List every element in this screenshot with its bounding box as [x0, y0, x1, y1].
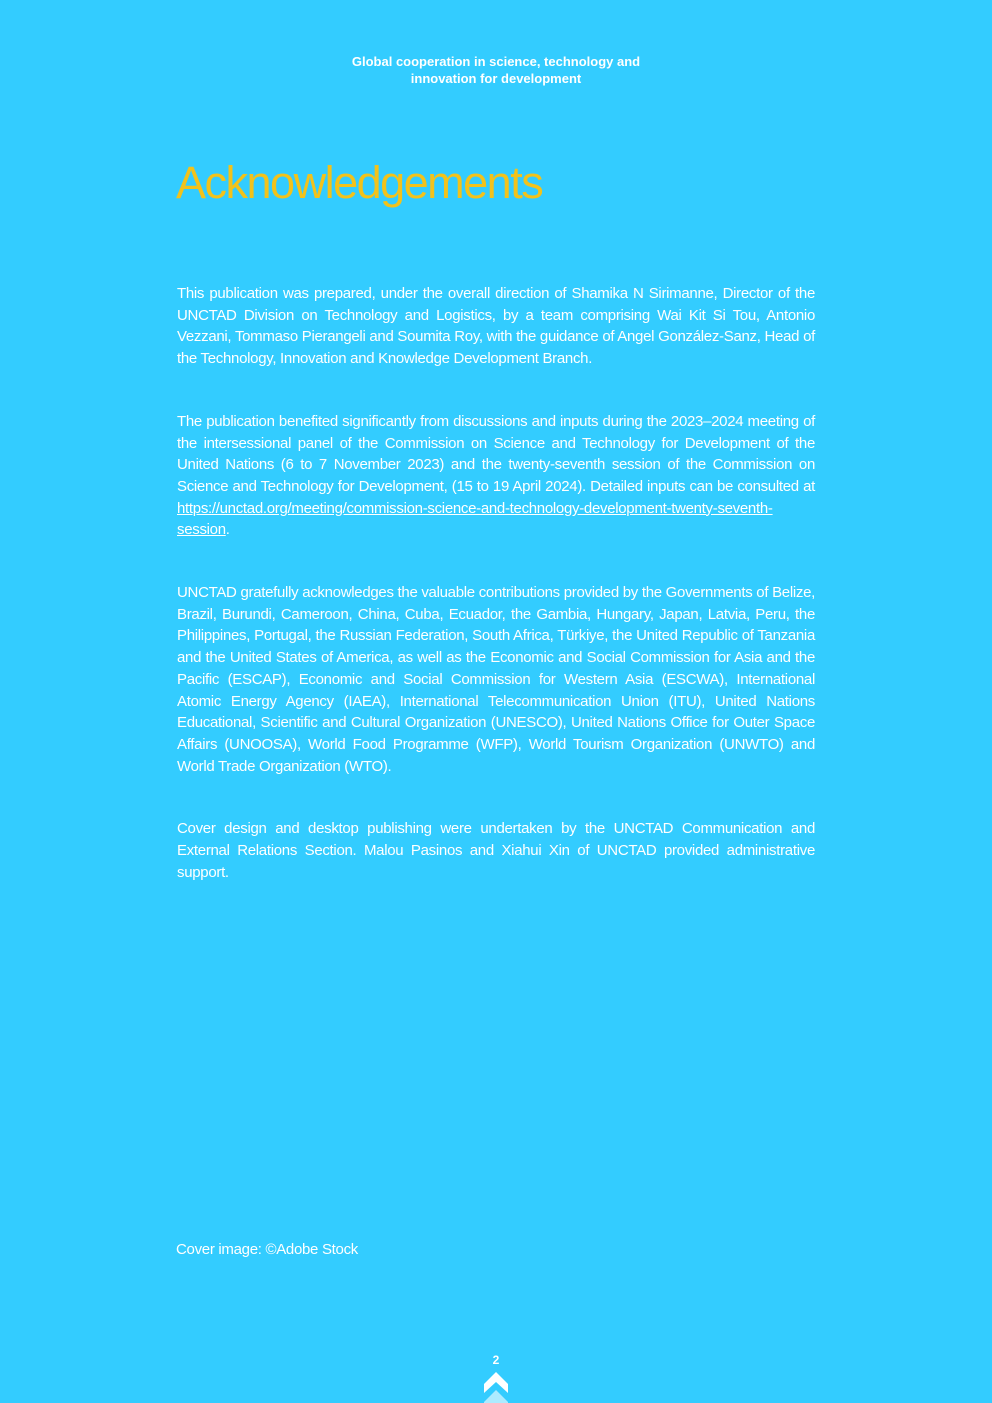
page-number: 2: [492, 1353, 500, 1367]
paragraph-contributions: UNCTAD gratefully acknowledges the valuable contributions provided by the Governments of Belize, Brazil, Burundi, Cameroon, China, Cuba, Ecuador, the Gambia, Hungary, Japan, Latvia, Peru, the Philippines, Portugal, the Russian Federation, South Africa, Türkiye, the United Republic of Tanzania and the United States of America, as well as the Economic and Social Commission for Asia and the Pacific (ESCAP), Economic and Social Commission for Western Asia (ESCWA), International Atomic Energy Agency (IAEA), International Telecommunication Union (ITU), United Nations Educational, Scientific and Cultural Organization (UNESCO), United Nations Office for Outer Space Affairs (UNOOSA), World Food Programme (WFP), World Tourism Organization (UNWTO) and World Trade Organization (WTO).: [177, 584, 815, 775]
paragraph-design-credits: Cover design and desktop publishing were undertaken by the UNCTAD Communication and External Relations Section. Malou Pasinos and Xiahui Xin of UNCTAD provided administrative support.: [177, 820, 815, 881]
running-header-line-1: Global cooperation in science, technology and: [351, 54, 641, 69]
running-header-line-2: innovation for development: [410, 71, 582, 86]
running-header: [0, 53, 992, 87]
paragraph-inputs-end: .: [225, 521, 230, 539]
session-link[interactable]: https://unctad.org/meeting/commission-science-and-technology-development-twenty-seventh-session: [177, 499, 773, 539]
paragraph-inputs: [177, 411, 815, 541]
cover-image-credit: Cover image: ©Adobe Stock: [176, 1241, 358, 1258]
page-title: Acknowledgements: [176, 157, 543, 208]
paragraph-authors: This publication was prepared, under the overall direction of Shamika N Sirimanne, Director of the UNCTAD Division on Technology and Logistics, by a team comprising Wai Kit Si Tou, Antonio Vezzani, Tommaso Pierangeli and Soumita Roy, with the guidance of Angel González-Sanz, Head of the Technology, Innovation and Knowledge Development Branch.: [177, 285, 815, 368]
acknowledgements-body: [177, 283, 815, 924]
paragraph-inputs-text: The publication benefited significantly from discussions and inputs during the 2023–2024 meeting of the intersessional panel of the Commission on Science and Technology for Development of the United Nations (6 to 7 November 2023) and the twenty-seventh session of the Commission on Science and Technology for Development, (15 to 19 April 2024). Detailed inputs can be consulted at: [177, 412, 815, 495]
chevron-up-icon: [484, 1372, 508, 1403]
